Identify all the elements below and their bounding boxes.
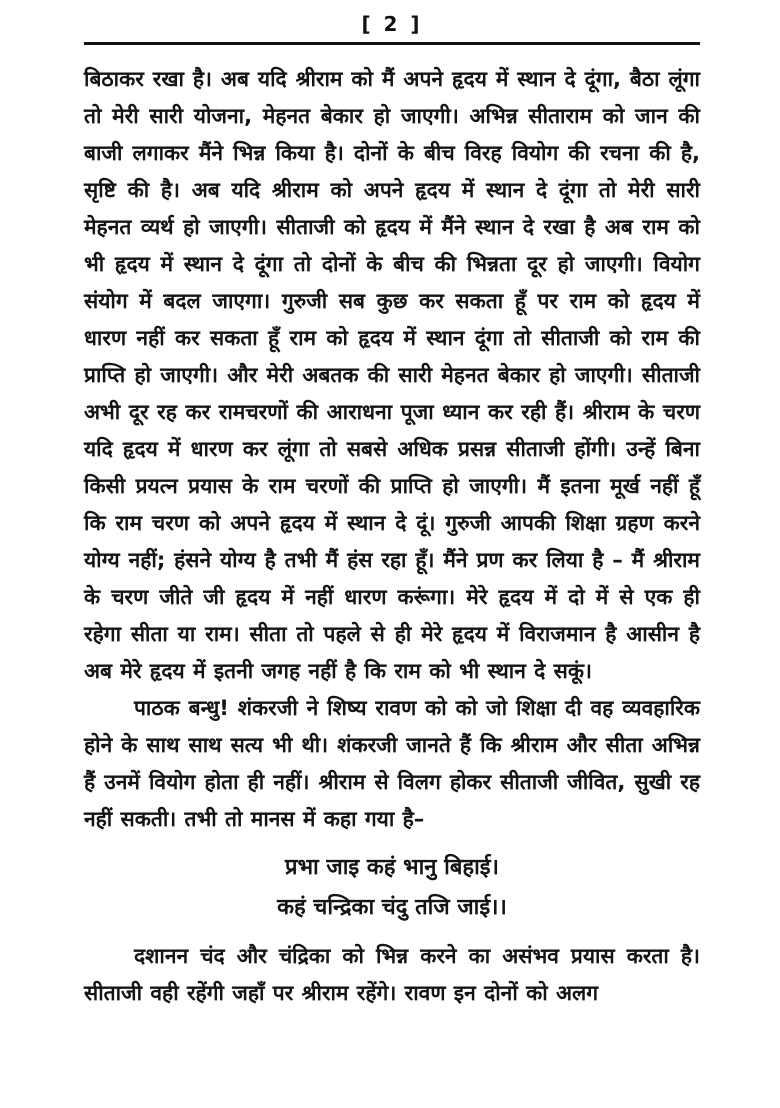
page-header: [84, 12, 700, 36]
paragraph-3: दशानन चंद और चंद्रिका को भिन्न करने का असंभव प्रयास करता है। सीताजी वही रहेंगी जहाँ पर श्रीराम रहेंगे। रावण इन दोनों को अलग: [84, 944, 700, 1005]
page-body: [84, 61, 700, 1012]
paragraph-2: पाठक बन्धु! शंकरजी ने शिष्य रावण को को जो शिक्षा दी वह व्यवहारिक होने के साथ साथ सत्य भी थी। शंकरजी जानते हैं कि श्रीराम और सीता अभिन्न हैं उनमें वियोग होता ही नहीं। श्रीराम से विलग होकर सीताजी जीवित, सुखी रह नहीं सकती। तभी तो मानस में कहा गया है–: [84, 696, 700, 831]
page-number: [ 2 ]: [361, 12, 423, 36]
verse-line-2: कहं चन्द्रिका चंदु तजि जाई।।: [277, 895, 507, 920]
verse-couplet: [84, 848, 700, 928]
verse-line-1: प्रभा जाइ कहं भानु बिहाई।: [285, 855, 499, 880]
header-rule: [84, 42, 700, 45]
paragraph-1: बिठाकर रखा है। अब यदि श्रीराम को मैं अपने हृदय में स्थान दे दूंगा, बैठा लूंगा तो मेरी सारी योजना, मेहनत बेकार हो जाएगी। अभिन्न सीताराम को जान की बाजी लगाकर मैंने भिन्न किया है। दोनों के बीच विरह वियोग की रचना की है, सृष्टि की है। अब यदि श्रीराम को अपने हृदय में स्थान दे दूंगा तो मेरी सारी मेहनत व्यर्थ हो जाएगी। सीताजी को हृदय में मैंने स्थान दे रखा है अब राम को भी हृदय में स्थान दे दूंगा तो दोनों के बीच की भिन्नता दूर हो जाएगी। वियोग संयोग में बदल जाएगा। गुरुजी सब कुछ कर सकता हूँ पर राम को हृदय में धारण नहीं कर सकता हूँ राम को हृदय में स्थान दूंगा तो सीताजी को राम की प्राप्ति हो जाएगी। और मेरी अबतक की सारी मेहनत बेकार हो जाएगी। सीताजी अभी दूर रह कर रामचरणों की आराधना पूजा ध्यान कर रही हैं। श्रीराम के चरण यदि हृदय में धारण कर लूंगा तो सबसे अधिक प्रसन्न सीताजी होंगी। उन्हें बिना किसी प्रयत्न प्रयास के राम चरणों की प्राप्ति हो जाएगी। मैं इतना मूर्ख नहीं हूँ कि राम चरण को अपने हृदय में स्थान दे दूं। गुरुजी आपकी शिक्षा ग्रहण करने योग्य नहीं; हंसने योग्य है तभी मैं हंस रहा हूँ। मैंने प्रण कर लिया है – मैं श्रीराम के चरण जीते जी हृदय में नहीं धारण करूंगा। मेरे हृदय में दो में से एक ही रहेगा सीता या राम। सीता तो पहले से ही मेरे हृदय में विराजमान है आसीन है अब मेरे हृदय में इतनी जगह नहीं है कि राम को भी स्थान दे सकूं।: [84, 67, 700, 683]
